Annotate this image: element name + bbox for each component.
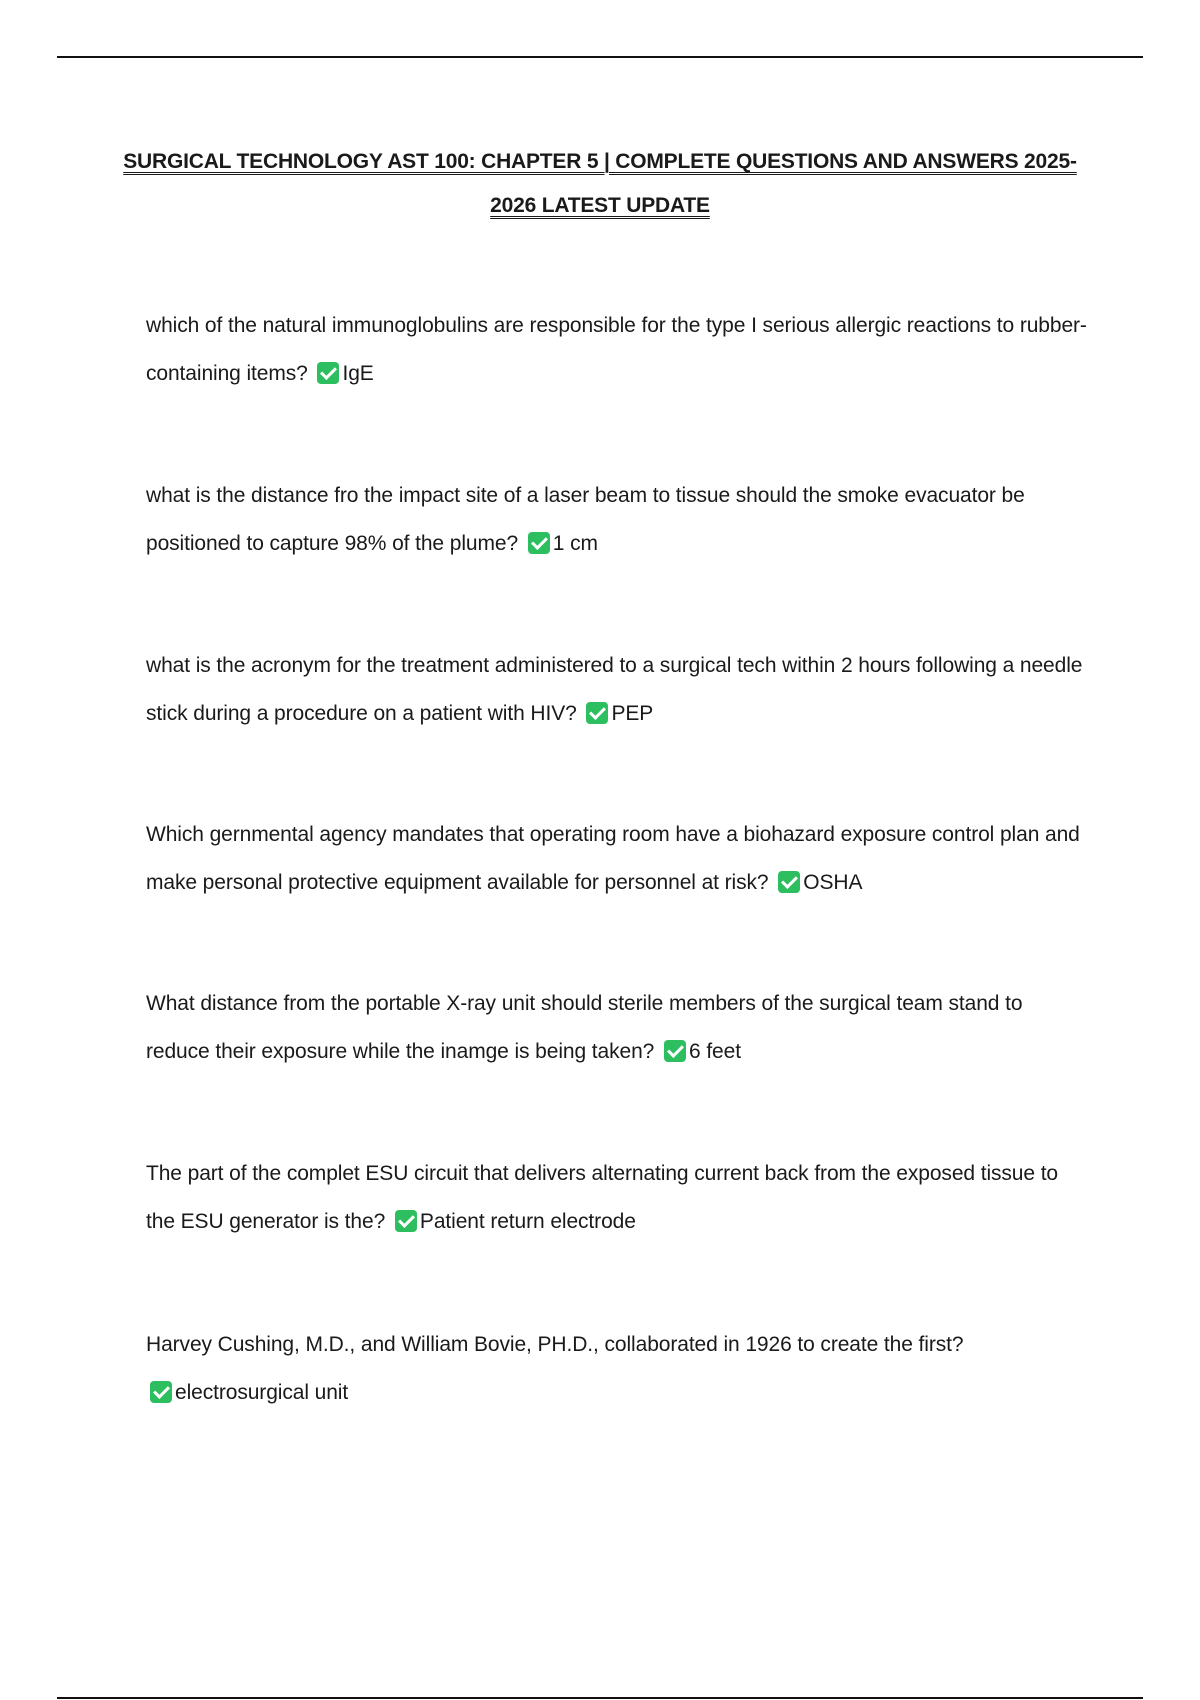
check-mark-icon (317, 362, 339, 384)
title-line-1: SURGICAL TECHNOLOGY AST 100: CHAPTER 5 | COMPLETE QUESTIONS AND ANSWERS 2025- (123, 150, 1077, 173)
qa-item-3 (146, 642, 1091, 738)
question-text: Which gernmental agency mandates that operating room have a biohazard exposure control plan and make personal protective equipment available for personnel at risk? (146, 823, 1080, 894)
check-mark-icon (395, 1210, 417, 1232)
check-mark-icon (150, 1381, 172, 1403)
question-text: What distance from the portable X-ray unit should sterile members of the surgical team stand to reduce their exposure while the inamge is being taken? (146, 992, 1023, 1063)
check-mark-icon (586, 702, 608, 724)
answer-text: OSHA (803, 871, 863, 894)
check-mark-icon (664, 1040, 686, 1062)
qa-item-5 (146, 980, 1086, 1076)
qa-item-1 (146, 302, 1096, 398)
qa-item-2 (146, 472, 1106, 568)
title-line-2: 2026 LATEST UPDATE (490, 194, 710, 217)
answer-text: 6 feet (689, 1040, 741, 1063)
question-text: Harvey Cushing, M.D., and William Bovie, PH.D., collaborated in 1926 to create the first? (146, 1333, 964, 1356)
question-text: what is the distance fro the impact site of a laser beam to tissue should the smoke evacuator be positioned to capture 98% of the plume? (146, 484, 1025, 555)
qa-item-7 (146, 1321, 1066, 1417)
question-text: which of the natural immunoglobulins are responsible for the type I serious allergic reactions to rubber-containing items? (146, 314, 1087, 385)
answer-text: electrosurgical unit (175, 1381, 349, 1404)
qa-item-6 (146, 1150, 1066, 1246)
top-rule (57, 56, 1143, 58)
answer-text: PEP (611, 702, 654, 725)
answer-text: Patient return electrode (419, 1210, 636, 1233)
answer-text: 1 cm (552, 532, 598, 555)
check-mark-icon (528, 532, 550, 554)
check-mark-icon (778, 871, 800, 893)
page-title (100, 140, 1100, 228)
bottom-rule (57, 1697, 1143, 1699)
question-text: what is the acronym for the treatment administered to a surgical tech within 2 hours following a needle stick during a procedure on a patient with HIV? (146, 654, 1083, 725)
question-text: The part of the complet ESU circuit that delivers alternating current back from the exposed tissue to the ESU generator is the? (146, 1162, 1059, 1233)
answer-text: IgE (342, 362, 374, 385)
qa-item-4 (146, 811, 1081, 907)
